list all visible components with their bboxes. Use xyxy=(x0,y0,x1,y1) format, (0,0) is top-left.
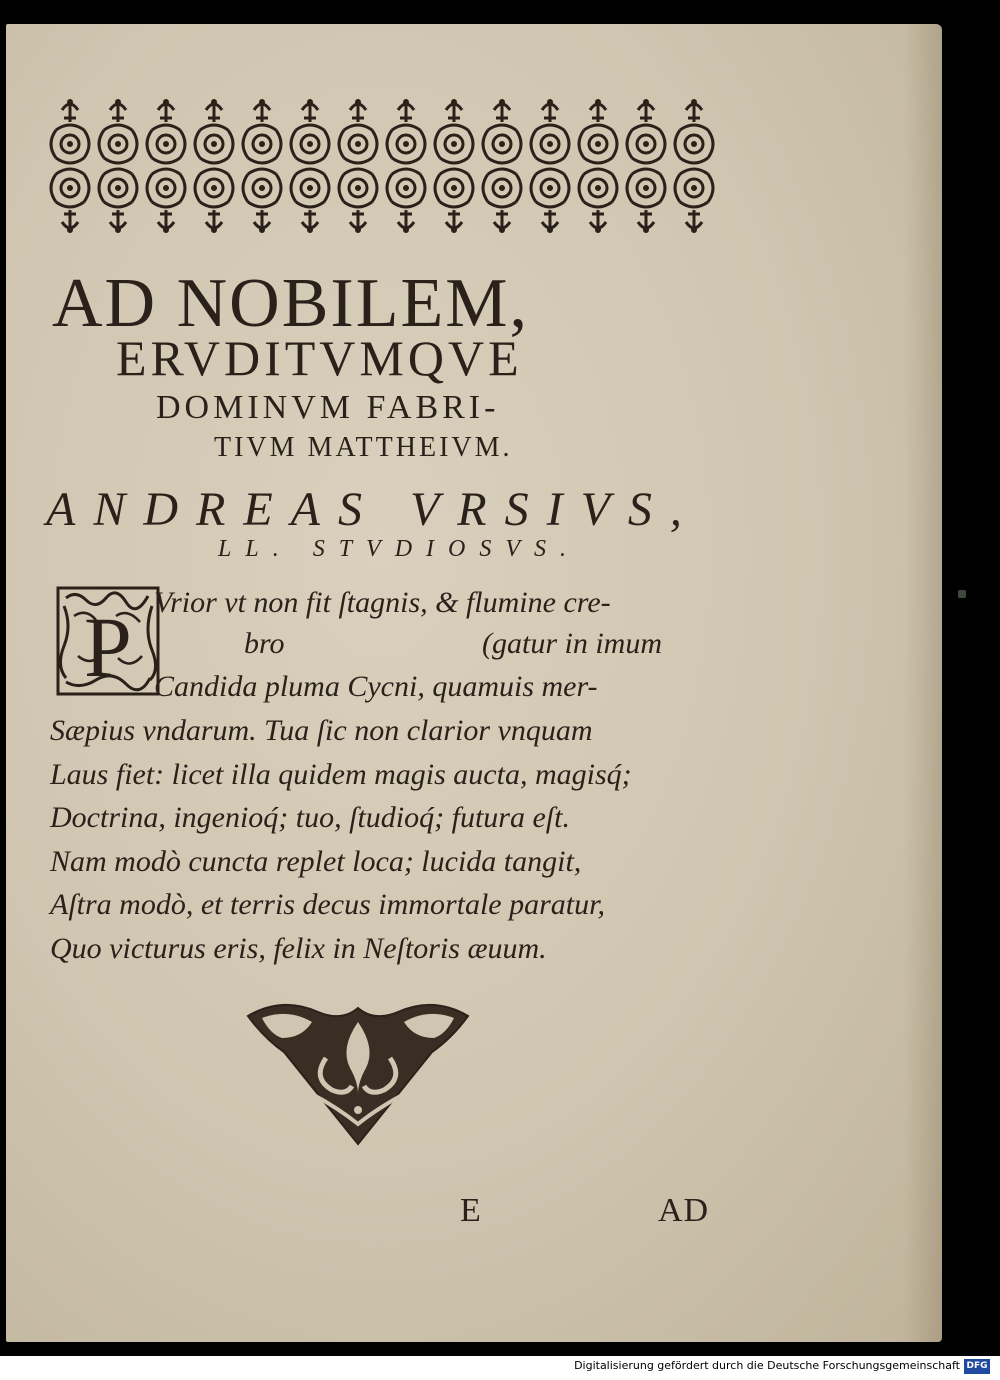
catchword: AD xyxy=(658,1192,710,1229)
svg-text:P: P xyxy=(84,599,132,695)
fleuron-band-ornament-icon xyxy=(46,96,718,236)
title-line-2: ERVDITVMQVE xyxy=(116,330,523,386)
poem-line-6: Doctrina, ingenioq́; tuo, ſtudioq́; futura eſt. xyxy=(50,801,570,834)
author-name: ANDREAS VRSIVS, xyxy=(46,483,700,536)
footer-bar xyxy=(0,1356,1000,1380)
poem-line-5: Laus fiet: licet illa quidem magis aucta, magisq́; xyxy=(50,758,632,791)
book-page xyxy=(6,24,942,1342)
footer-credit-text: Digitalisierung gefördert durch die Deutsche Forschungsgemeinschaft xyxy=(574,1359,960,1372)
poem-line-2b: (gatur in imum xyxy=(482,627,662,660)
title-line-1: AD NOBILEM, xyxy=(52,265,529,342)
title-line-3: DOMINVM FABRI- xyxy=(156,389,500,426)
poem-line-4: Sæpius vndarum. Tua ſic non clarior vnquam xyxy=(50,714,593,747)
poem-line-7: Nam modò cuncta replet loca; lucida tangit, xyxy=(50,845,582,878)
author-subtitle: LL. STVDIOSVS. xyxy=(218,536,581,562)
dfg-logo-icon: DFG xyxy=(964,1359,990,1374)
poem-line-8: Aſtra modò, et terris decus immortale paratur, xyxy=(50,888,605,921)
poem-line-9: Quo victurus eris, felix in Neſtoris æuum. xyxy=(50,932,547,965)
signature-mark: E xyxy=(460,1192,481,1229)
poem-line-1: Vrior vt non fit ſtagnis, & flumine cre- xyxy=(154,586,611,619)
scan-speck xyxy=(958,590,966,598)
poem-line-2a: bro xyxy=(244,627,285,660)
title-line-4: TIVM MATTHEIVM. xyxy=(214,432,513,463)
fleur-de-lis-tailpiece-icon xyxy=(242,998,474,1148)
decorated-initial-p xyxy=(56,586,160,696)
poem-line-3: Candida pluma Cycni, quamuis mer- xyxy=(154,670,598,703)
